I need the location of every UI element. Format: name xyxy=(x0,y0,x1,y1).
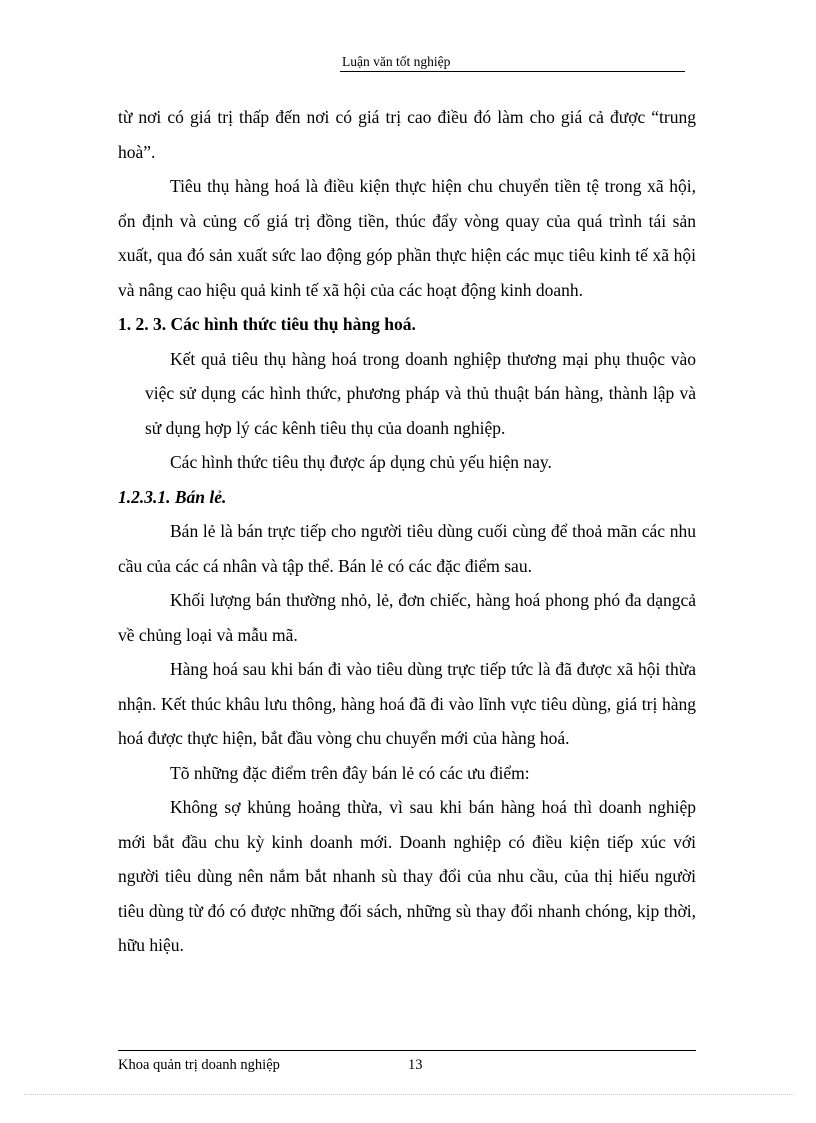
paragraph-7: Hàng hoá sau khi bán đi vào tiêu dùng trực tiếp tức là đã được xã hội thừa nhận. Kết thúc khâu lưu thông, hàng hoá đã đi vào lĩnh vực tiêu dùng, giá trị hàng hoá được thực hiện, bắt đầu vòng chu chuyển mới của hàng hoá. xyxy=(118,659,696,748)
page-number: 13 xyxy=(408,1057,423,1073)
footer-divider xyxy=(118,1050,696,1051)
paragraph-8: Tõ những đặc điểm trên đây bán lẻ có các ưu điểm: xyxy=(170,762,530,783)
paragraph-2: Tiêu thụ hàng hoá là điều kiện thực hiện chu chuyển tiền tệ trong xã hội, ổn định và củng cố giá trị đồng tiền, thúc đẩy vòng quay của quá trình tái sản xuất, qua đó sản xuất sức lao động góp phần thực hiện các mục tiêu kinh tế xã hội và nâng cao hiệu quả kinh tế xã hội của các hoạt động kinh doanh. xyxy=(118,176,696,300)
paragraph-9: Không sợ khủng hoảng thừa, vì sau khi bán hàng hoá thì doanh nghiệp mới bắt đầu chu kỳ kinh doanh mới. Doanh nghiệp có điều kiện tiếp xúc với người tiêu dùng nên nắm bắt nhanh sù thay đổi của nhu cầu, của thị hiếu người tiêu dùng từ đó có được những đối sách, những sù thay đổi nhanh chóng, kịp thời, hữu hiệu. xyxy=(118,797,696,955)
running-header xyxy=(340,55,685,72)
paragraph-3: Kết quả tiêu thụ hàng hoá trong doanh nghiệp thương mại phụ thuộc vào việc sử dụng các hình thức, phương pháp và thủ thuật bán hàng, thành lập và sử dụng hợp lý các kênh tiêu thụ của doanh nghiệp. xyxy=(145,348,696,438)
page-edge-dotted-line xyxy=(24,1094,794,1095)
footer-department: Khoa quản trị doanh nghiệp xyxy=(118,1057,280,1073)
paragraph-6: Khối lượng bán thường nhỏ, lẻ, đơn chiếc, hàng hoá phong phó đa dạngcả về chủng loại và mẫu mã. xyxy=(118,590,696,645)
header-title: Luận văn tốt nghiệp xyxy=(342,54,451,69)
paragraph-5: Bán lẻ là bán trực tiếp cho người tiêu dùng cuối cùng để thoả mãn các nhu cầu của các cá nhân và tập thể. Bán lẻ có các đặc điểm sau. xyxy=(118,521,696,576)
subsection-heading-1-2-3-1: 1.2.3.1. Bán lẻ. xyxy=(118,486,227,507)
section-heading-1-2-3: 1. 2. 3. Các hình thức tiêu thụ hàng hoá. xyxy=(118,314,416,334)
page-body xyxy=(118,100,696,963)
paragraph-1: từ nơi có giá trị thấp đến nơi có giá trị cao điều đó làm cho giá cả được “trung hoà”. xyxy=(118,107,696,162)
paragraph-4: Các hình thức tiêu thụ được áp dụng chủ yếu hiện nay. xyxy=(170,452,552,472)
